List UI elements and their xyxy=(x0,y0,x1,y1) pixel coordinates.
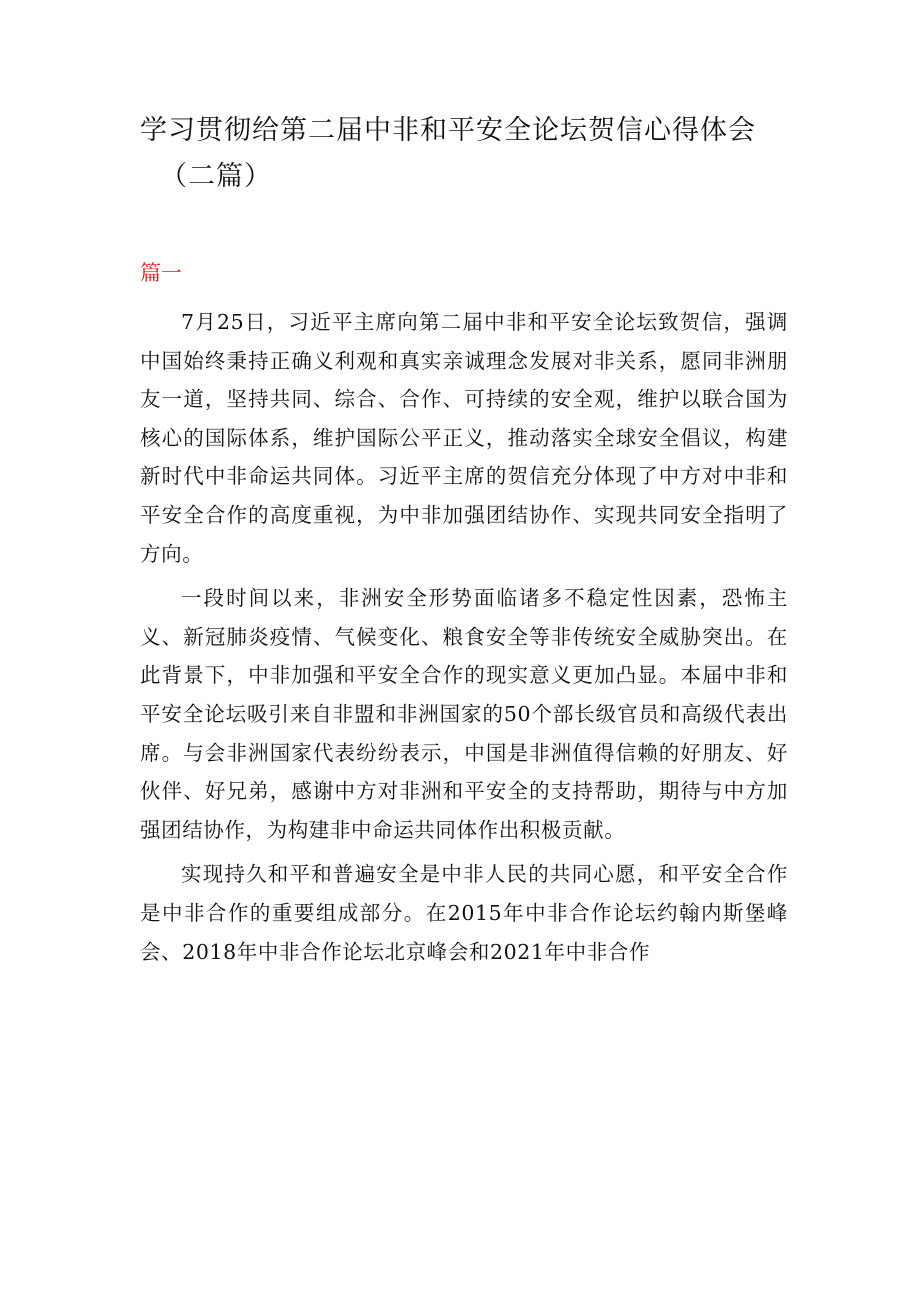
title-line-2: （二篇） xyxy=(160,161,272,192)
paragraph-2: 一段时间以来，非洲安全形势面临诸多不稳定性因素，恐怖主义、新冠肺炎疫情、气候变化、粮食安全等非传统安全威胁突出。在此背景下，中非加强和平安全合作的现实意义更加凸显。本届中非和平安全论坛吸引来自非盟和非洲国家的50个部长级官员和高级代表出席。与会非洲国家代表纷纷表示，中国是非洲值得信赖的好朋友、好伙伴、好兄弟，感谢中方对非洲和平安全的支持帮助，期待与中方加强团结协作，为构建非中命运共同体作出积极贡献。 xyxy=(140,586,788,842)
paragraph-3: 实现持久和平和普遍安全是中非人民的共同心愿，和平安全合作是中非合作的重要组成部分。在2015年中非合作论坛约翰内斯堡峰会、2018年中非合作论坛北京峰会和2021年中非合作 xyxy=(140,862,788,964)
section-label-part-one: 篇一 xyxy=(140,261,182,285)
document-body xyxy=(140,303,788,971)
document-title xyxy=(140,108,780,200)
paragraph-1: 7月25日，习近平主席向第二届中非和平安全论坛致贺信，强调中国始终秉持正确义利观和真实亲诚理念发展对非关系，愿同非洲朋友一道，坚持共同、综合、合作、可持续的安全观，维护以联合国为核心的国际体系，维护国际公平正义，推动落实全球安全倡议，构建新时代中非命运共同体。习近平主席的贺信充分体现了中方对中非和平安全合作的高度重视，为中非加强团结协作、实现共同安全指明了方向。 xyxy=(140,310,788,566)
title-line-1: 学习贯彻给第二届中非和平安全论坛贺信心得体会 xyxy=(140,115,756,146)
